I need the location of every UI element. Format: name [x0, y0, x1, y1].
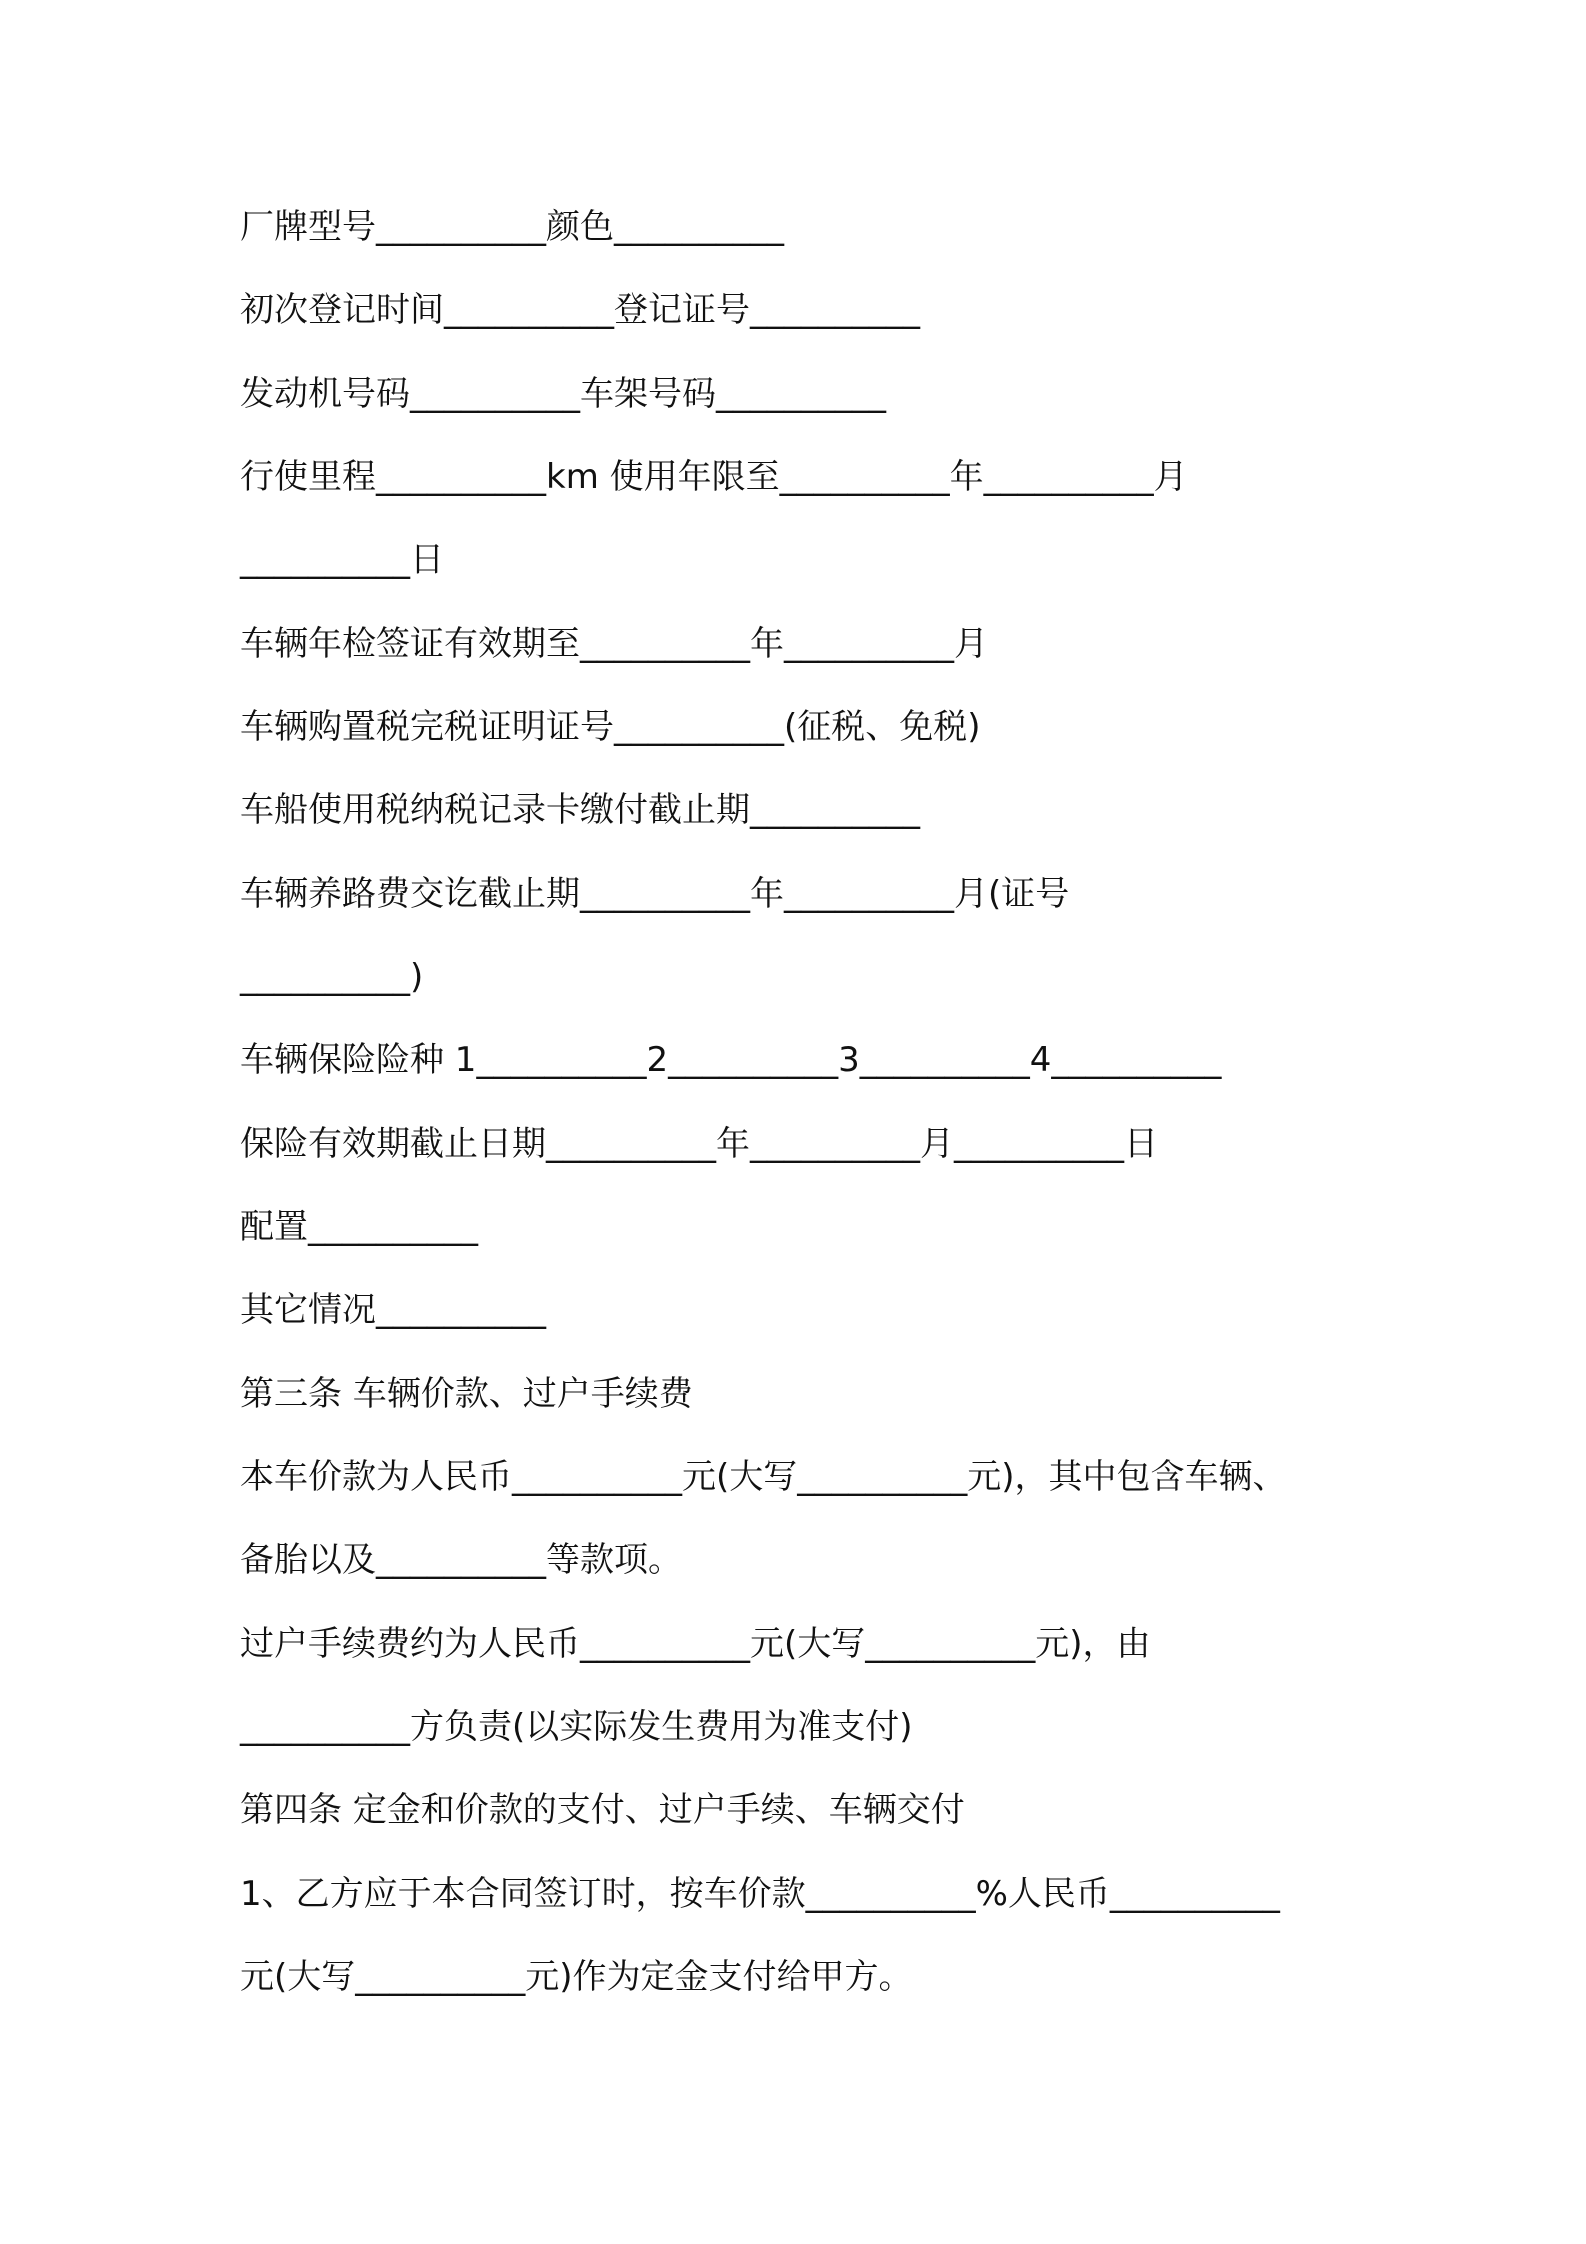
- field-brand-model-color: 厂牌型号__________颜色__________: [240, 207, 784, 247]
- deposit-clause-cont: 元(大写__________元)作为定金支付给甲方。: [240, 1957, 913, 1997]
- field-annual-inspection: 车辆年检签证有效期至__________年__________月: [240, 624, 988, 664]
- field-other-conditions: 其它情况__________: [240, 1290, 546, 1330]
- field-configuration: 配置__________: [240, 1207, 478, 1247]
- transfer-fee-paragraph-cont: __________方负责(以实际发生费用为准支付): [240, 1707, 913, 1747]
- field-purchase-tax-certificate: 车辆购置税完税证明证号__________(征税、免税): [240, 707, 981, 747]
- article-4-heading: 第四条 定金和价款的支付、过户手续、车辆交付: [240, 1790, 965, 1830]
- field-road-fee-certificate: __________): [240, 957, 424, 997]
- field-mileage-service-life: 行使里程__________km 使用年限至__________年__________月: [240, 457, 1188, 497]
- deposit-clause: 1、乙方应于本合同签订时，按车价款__________%人民币__________: [240, 1874, 1280, 1914]
- article-3-heading: 第三条 车辆价款、过户手续费: [240, 1374, 693, 1414]
- field-first-registration: 初次登记时间__________登记证号__________: [240, 290, 920, 330]
- field-vehicle-vessel-tax: 车船使用税纳税记录卡缴付截止期__________: [240, 790, 920, 830]
- field-insurance-expiry: 保险有效期截止日期__________年__________月__________日: [240, 1124, 1158, 1164]
- field-service-life-day: __________日: [240, 540, 444, 580]
- vehicle-price-paragraph-cont: 备胎以及__________等款项。: [240, 1540, 682, 1580]
- field-engine-frame-number: 发动机号码__________车架号码__________: [240, 374, 886, 414]
- field-road-maintenance-fee: 车辆养路费交讫截止期__________年__________月(证号: [240, 874, 1070, 914]
- vehicle-price-paragraph: 本车价款为人民币__________元(大写__________元)，其中包含车辆、: [240, 1457, 1287, 1497]
- transfer-fee-paragraph: 过户手续费约为人民币__________元(大写__________元)，由: [240, 1624, 1151, 1664]
- field-insurance-types: 车辆保险险种 1__________2__________3__________4__________: [240, 1040, 1222, 1080]
